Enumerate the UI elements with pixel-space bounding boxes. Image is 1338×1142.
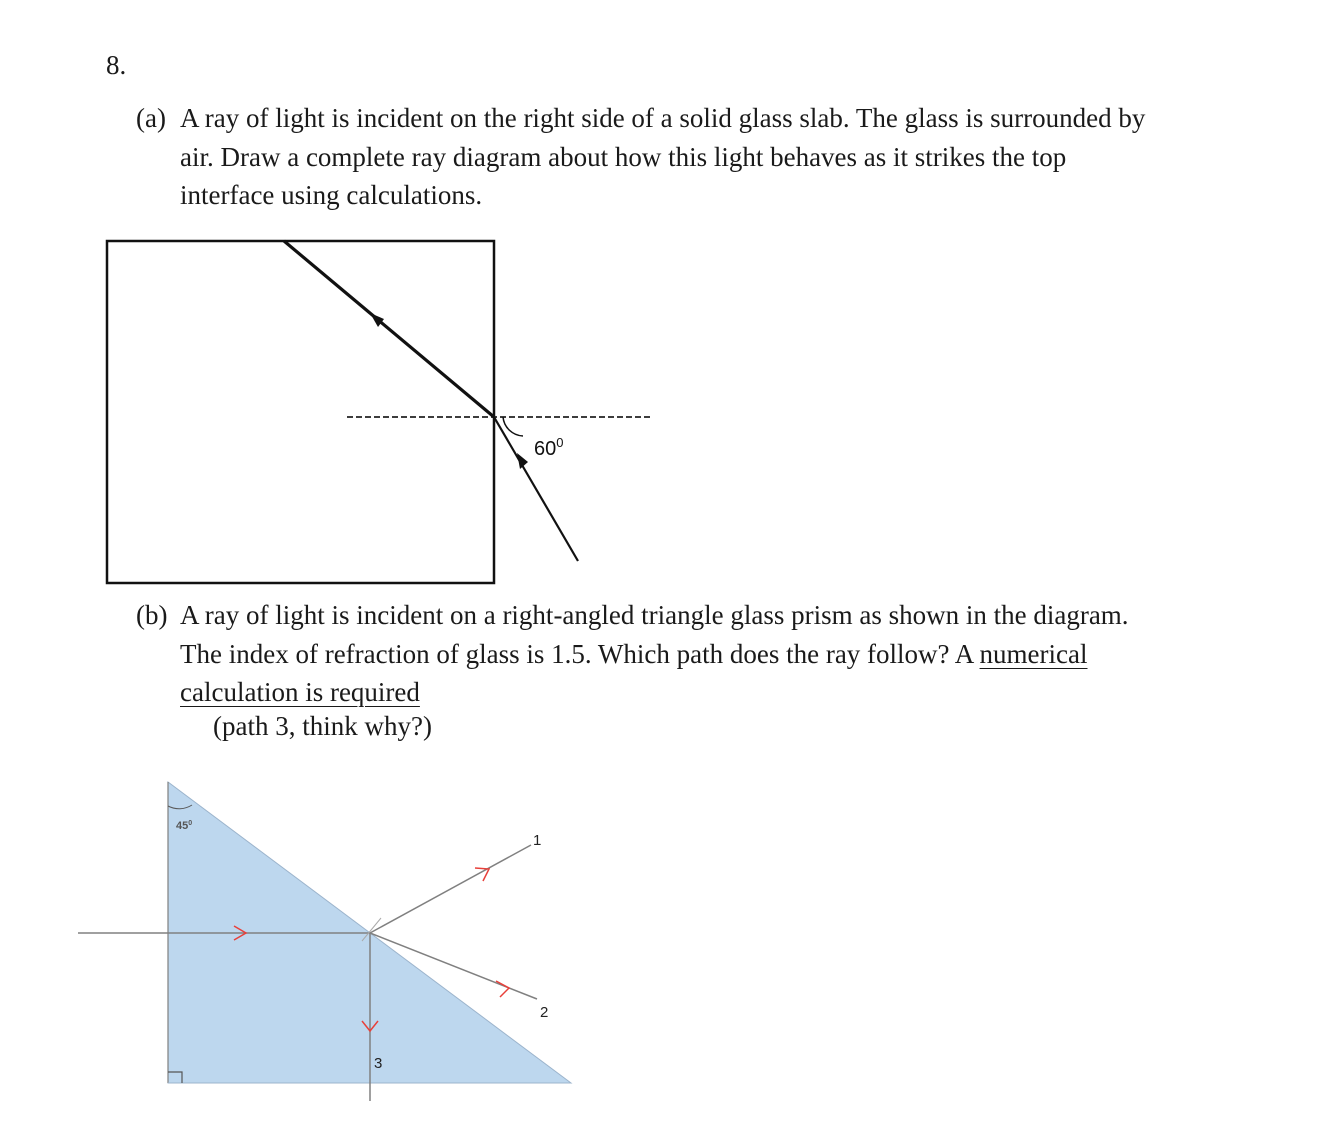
part-b-line-2-prefix: The index of refraction of glass is 1.5. Which path does the ray follow? A bbox=[180, 638, 980, 669]
question-number: 8. bbox=[106, 50, 127, 80]
path-2-label: 2 bbox=[540, 1004, 549, 1021]
part-a-label: (a) bbox=[136, 103, 166, 133]
path-1-ray bbox=[370, 845, 531, 933]
part-b-line-1: A ray of light is incident on a right-angled triangle glass prism as shown in the diagram. bbox=[180, 600, 1129, 630]
part-a-line-2: air. Draw a complete ray diagram about how this light behaves as it strikes the top bbox=[180, 141, 1067, 172]
angle-60-label: $60^0$ bbox=[534, 435, 564, 460]
part-a-line-3: interface using calculations. bbox=[180, 180, 483, 210]
part-b-hint: (path 3, think why?) bbox=[213, 711, 432, 741]
part-b-label: (b) bbox=[136, 600, 168, 630]
part-b-line-2-underlined: numerical bbox=[979, 638, 1088, 669]
part-b-line-3-underlined: calculation is required bbox=[180, 677, 420, 707]
apex-angle-label: $45^0$ bbox=[176, 820, 193, 832]
part-a-line-1: A ray of light is incident on the right side of a solid glass slab. The glass is surrounded by bbox=[180, 103, 1146, 133]
path-1-label: 1 bbox=[533, 832, 542, 849]
path-3-label: 3 bbox=[374, 1055, 383, 1072]
